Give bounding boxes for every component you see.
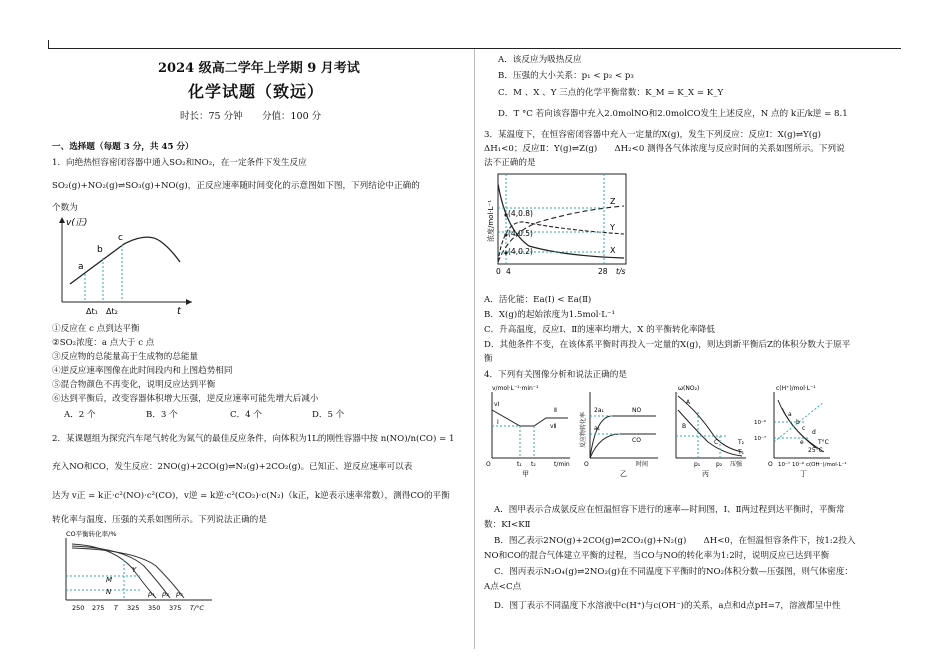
q4-graph-bing [668, 382, 750, 477]
q3-xtick: 28 [598, 267, 608, 276]
q4-bing-ylabel: ω(NO₂) [678, 385, 700, 392]
subject-title: 化学试题（致远） [188, 82, 325, 101]
q4-bing-label: A [686, 399, 691, 406]
q4-bing-label: B [682, 423, 687, 430]
q3-xlabel: t/s [616, 267, 626, 276]
q4-ding-label: c [802, 425, 806, 432]
q1-point-c: c [118, 233, 123, 243]
q3-option-d: D．其他条件不变，在该体系平衡时再投入一定量的X(g)，则达到新平衡后Z的体积分数大于原平 [484, 340, 851, 350]
q4-ding-label: T°C [818, 439, 829, 446]
q2-conversion-graph [52, 530, 232, 615]
q4-jia-ylabel: v/mol·L⁻¹·min⁻¹ [492, 385, 539, 392]
q1-statement: ①反应在 c 点到达平衡 [52, 324, 140, 334]
q4-jia-label: t₁ [517, 461, 522, 468]
q4-graph-yi [576, 382, 666, 477]
q1-point-a: a [78, 262, 84, 272]
q4-jia-label: t₂ [531, 461, 536, 468]
q1-point-b: b [97, 245, 103, 255]
q2-point-m: M [106, 576, 113, 584]
exam-score: 分值：100 分 [262, 111, 322, 122]
q4-jia-label: O [486, 461, 491, 468]
q2-option-d: D．T °C 若向该容器中充入2.0molNO和2.0molCO发生上述反应，N 点的 k正/k逆 = 8.1 [498, 109, 848, 119]
q4-yi-caption: 乙 [620, 470, 627, 477]
q4-ding-label: 10⁻⁶ [754, 420, 767, 426]
q1-statement: ④逆反应速率图像在此时间段内和上图趋势相同 [52, 366, 233, 376]
q4-stem: 4．下列有关图像分析和说法正确的是 [484, 370, 627, 380]
q2-option-b: B．压强的大小关系：p₁ < p₂ < p₃ [498, 71, 634, 81]
top-left-tick [48, 40, 49, 48]
q3-concentration-graph [484, 170, 634, 280]
q4-ding-label: d [812, 429, 816, 436]
q1-statement: ⑥达到平衡后，改变容器体积增大压强，逆反应速率可能先增大后减小 [52, 394, 319, 404]
q3-option-d-cont: 衡 [484, 354, 493, 364]
q4-option-d: D．图丁表示不同温度下水溶液中c(H⁺)与c(OH⁻)的关系，a点和d点pH=7，溶液都呈中性 [494, 601, 841, 611]
q2-p2: p₂ [162, 590, 169, 598]
q1-option-d: D．5 个 [312, 410, 345, 420]
q1-dt1: Δt₁ [86, 307, 98, 316]
q4-graph-ding [752, 382, 862, 477]
q3-annotation: (4,0.2) [508, 247, 533, 256]
q2-xtick: 250 [72, 604, 85, 612]
q4-ding-caption: 丁 [800, 470, 807, 477]
q4-bing-label: p₂ [716, 461, 723, 468]
q4-bing-label: p₁ [694, 461, 701, 468]
q2-xtick: 375 [169, 604, 182, 612]
q3-ylabel: 浓度/mol·L⁻¹ [487, 199, 495, 242]
q1-stem-end: 个数为 [52, 203, 78, 213]
q4-ding-label: 25°C [808, 447, 823, 454]
q3-series-z: Z [610, 197, 616, 206]
q4-ding-label: b [796, 419, 800, 426]
q4-jia-caption: 甲 [522, 470, 529, 477]
exam-time: 时长：75 分钟 [180, 111, 243, 122]
q4-bing-label: T₂ [738, 439, 745, 446]
q1-ylabel: v(正) [66, 218, 88, 228]
q3-line: 3．某温度下，在恒容密闭容器中充入一定量的X(g)，发生下列反应：反应Ⅰ：X(g)⇌Y(g) [484, 130, 821, 140]
q3-series-y: Y [610, 223, 615, 232]
q4-ding-ylabel: c(H⁺)/mol·L⁻¹ [776, 385, 816, 392]
q2-xunit: T/°C [190, 604, 204, 612]
q3-option-a: A．活化能：Ea(Ⅰ) < Ea(Ⅱ) [484, 295, 592, 305]
q3-xtick: 4 [506, 267, 511, 276]
q2-p1: p₁ [148, 590, 155, 598]
q4-yi-label: NO [632, 407, 642, 414]
q4-jia-label: vⅠ [494, 401, 500, 408]
q4-yi-label: 2a₁ [594, 407, 604, 414]
q4-option-a-cont: 数：KⅠ<KⅡ [484, 520, 531, 530]
q4-ding-label: 10⁻⁶ [792, 462, 805, 468]
q4-yi-label: a₁ [594, 425, 601, 432]
q1-equation: SO₂(g)+NO₂(g)⇌SO₃(g)+NO(g)，正反应速率随时间变化的示意图如下图，下列结论中正确的 [52, 181, 420, 191]
q4-ding-label: a [788, 411, 792, 418]
q4-ding-label: O [768, 461, 773, 468]
q4-ding-label: e [800, 439, 804, 446]
q1-rate-graph [52, 214, 202, 320]
q1-statement: ⑤混合物颜色不再变化，说明反应达到平衡 [52, 380, 216, 390]
q4-jia-label: Ⅱ [554, 407, 557, 414]
q3-line: ΔH₁<0；反应Ⅱ：Y(g)⇌Z(g) ΔH₂<0 测得各气体浓度与反应时间的关系如图所示。下列说 [484, 144, 845, 154]
q4-yi-label: O [584, 461, 589, 468]
q4-option-c: C．图丙表示N₂O₄(g)⇌2NO₂(g)在不同温度下平衡时的NO₂体积分数—压强图，则气体密度： [494, 567, 853, 577]
q4-ding-label: c(OH⁻)/mol·L⁻¹ [806, 462, 847, 468]
q1-option-b: B．3 个 [146, 410, 178, 420]
q4-jia-label: t/min [554, 461, 570, 468]
q1-option-a: A．2 个 [64, 410, 96, 420]
q3-xtick: 0 [496, 267, 501, 276]
q4-ding-label: 10⁻⁷ [754, 436, 767, 442]
q1-option-c: C．4 个 [230, 410, 262, 420]
q2-point-y: Y [132, 566, 137, 574]
q4-bing-label: 压强 [730, 461, 743, 468]
q2-line: 2．某课题组为探究汽车尾气转化为氮气的最佳反应条件，向体积为1L的刚性容器中按 n(NO)/n(CO) = 1 [52, 434, 455, 444]
q4-bing-label: C [714, 439, 719, 446]
section-heading: 一、选择题（每题 3 分，共 45 分） [52, 142, 194, 152]
q2-p3: p₃ [176, 590, 183, 598]
q1-dt2: Δt₂ [106, 307, 118, 316]
q4-yi-ylabel: 反应物转化率 [580, 411, 587, 448]
q2-line: 转化率与温度、压强的关系如图所示。下列说法正确的是 [52, 515, 267, 525]
q4-option-b-cont: NO和CO的混合气体建立平衡的过程，当CO与NO的转化率为1:2时，说明反应已达到平衡 [484, 551, 830, 561]
q4-bing-caption: 丙 [702, 470, 709, 477]
q4-ding-label: 10⁻⁷ [778, 462, 791, 468]
q4-jia-label: vⅡ [550, 423, 557, 430]
q4-option-c-cont: A点<C点 [484, 582, 522, 592]
q1-statement: ②SO₂浓度：a 点大于 c 点 [52, 338, 155, 348]
q2-point-n: N [106, 588, 112, 596]
q1-xlabel: t [177, 306, 181, 317]
q2-xtick: 325 [127, 604, 140, 612]
q4-graph-jia [484, 382, 574, 477]
q4-bing-label: T₁ [738, 449, 745, 456]
q3-annotation: (4,0.8) [508, 209, 533, 218]
q2-option-a: A．该反应为吸热反应 [498, 55, 582, 65]
q1-statement: ③反应物的总能量高于生成物的总能量 [52, 352, 199, 362]
column-divider [474, 49, 475, 649]
q2-ylabel: CO平衡转化率/% [66, 530, 117, 538]
q1-stem: 1．向绝热恒容密闭容器中通入SO₂和NO₂，在一定条件下发生反应 [52, 158, 307, 168]
q2-option-c: C．M 、X 、Y 三点的化学平衡常数：K_M = K_X = K_Y [498, 88, 724, 98]
exam-title: 2024 级高二学年上学期 9 月考试 [158, 61, 360, 76]
q4-jia-label: Ⅰ [497, 419, 499, 426]
q4-yi-label: 时间 [636, 461, 649, 468]
q2-xtick: T [114, 604, 118, 612]
q3-option-c: C．升高温度，反应Ⅰ、Ⅱ的速率均增大，X 的平衡转化率降低 [484, 325, 715, 335]
q2-line: 达为 v正 = k正·c²(NO)·c²(CO)，v逆 = k逆·c²(CO₂)·c(N₂)（k正，k逆表示速率常数），测得CO的平衡 [52, 491, 450, 501]
q2-xtick: 350 [148, 604, 161, 612]
q3-option-b: B．X(g)的起始浓度为1.5mol·L⁻¹ [484, 310, 615, 320]
q3-series-x: X [610, 246, 616, 255]
q3-annotation: (4,0.5) [508, 229, 533, 238]
q4-yi-label: CO [632, 437, 641, 444]
q4-option-b: B．图乙表示2NO(g)+2CO(g)⇌2CO₂(g)+N₂(g) ΔH<0，在恒温恒容条件下，按1:2投入 [494, 536, 856, 546]
q2-line: 充入NO和CO，发生反应：2NO(g)+2CO(g)⇌N₂(g)+2CO₂(g)。已知正、逆反应速率可以表 [52, 462, 413, 472]
q3-line: 法不正确的是 [484, 158, 536, 168]
q2-xtick: 275 [92, 604, 105, 612]
q4-option-a: A．图甲表示合成氨反应在恒温恒容下进行的速率—时间图，Ⅰ、Ⅱ两过程到达平衡时，平衡常 [494, 505, 845, 515]
